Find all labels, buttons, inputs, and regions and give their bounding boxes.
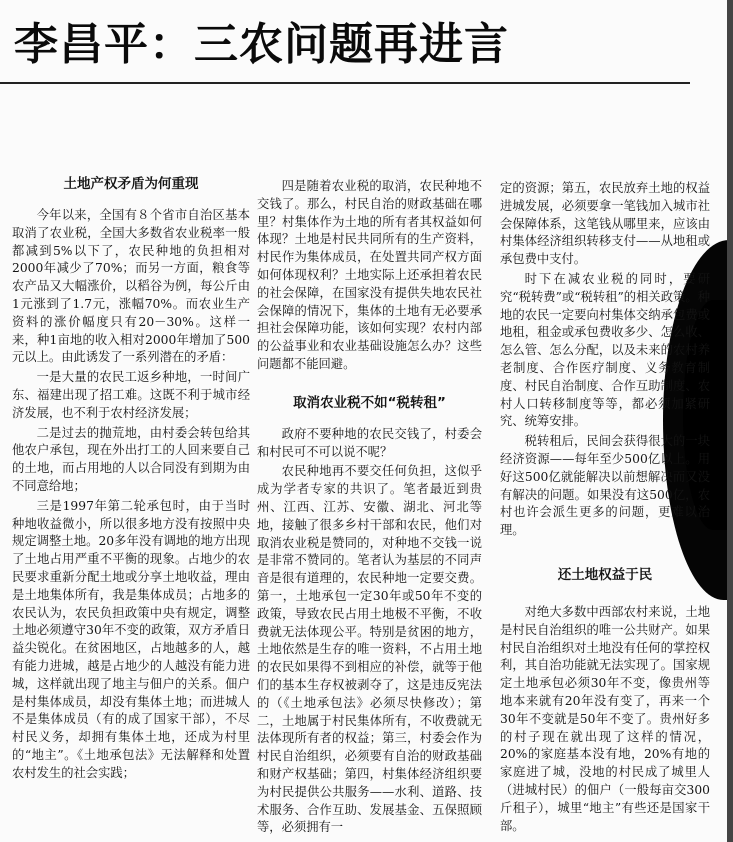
page-edge-shadow: [727, 0, 733, 842]
paragraph: 农民种地再不要交任何负担，这似乎成为学者专家的共识了。笔者最近到贵州、江西、江苏、安徽、湖北、河北等地，接触了很多乡村干部和农民，他们对取消农业税是赞同的，对种地不交钱一说是非常不赞同的。笔者认为基层的不同声音是很有道理的，农民种地一定要交费。第一，土地承包一定30年或50年不变的政策，导致农民占用土地极不平衡，不收费就无法体现公平。特别是贫困的地方，土地依然是生存的唯一资料，不占用土地的农民如果得不到相应的补偿，就等于他们的基本生存权被剥夺了，这是违反宪法的（《土地承包法》必须尽快修改）；第二，土地属于村民集体所有，不收费就无法体现所有者的权益；第三，村委会作为村民自治组织，必须要有自治的财政基础和财产权基础；第四，村集体经济组织要为村民提供公共服务——水利、道路、技术服务、合作互助、发展基金、五保照顾等，必须拥有一: [257, 464, 482, 835]
section-heading-tax-to-rent: 取消农业税不如“税转租”: [293, 394, 446, 411]
paragraph: 四是随着农业税的取消，农民种地不交钱了。那么，村民自治的财政基础在哪里？村集体作为土地的所有者其权益如何体现？土地是村民共同所有的生产资料，村民作为集体成员，在处置共同产权方面如何体现权利？土地实际上还承担着农民的社会保障，在国家没有提供失地农民社会保障的情况下，集体的土地有无必要承担社会保障功能，该如何实现？农村内部的公益事业和农业基础设施怎么办？这些问题都不能回避。: [257, 179, 482, 371]
column-2: [257, 178, 482, 839]
section-heading-land-property: 土地产权矛盾为何重现: [63, 176, 199, 192]
column-3: [500, 180, 710, 837]
paragraph: 税转租后，民间会获得很大的一块经济资源——每年至少500亿以上。用好这500亿就能解决以前想解决而又没有解决的问题。如果没有这500亿，农村也许会派生更多的问题，更难以治理。: [500, 434, 710, 538]
paragraph: 三是1997年第二轮承包时，由于当时种地收益微小，所以很多地方没有按照中央规定调整土地。20多年没有调地的地方出现了土地占用严重不平衡的现象。占地少的农民要求重新分配土地或分享土地收益，理由是土地集体所有，我是集体成员；占地多的农民认为，农民负担政策中央有规定，调整土地必须遵守30年不变的政策，双方矛盾日益尖锐化。在贫困地区，占地越多的人，越有能力进城，越是占地少的人越没有能力进城，这样就出现了地主与佃户的关系。佃户是村集体成员，却没有集体土地；而进城人不是集体成员（有的成了国家干部），不尽村民义务，却拥有集体土地，还成为村里的“地主”。《土地承包法》无法解释和处置农村发生的社会实践；: [12, 498, 250, 780]
title-rule: [0, 82, 690, 84]
article-title: 李昌平：三农问题再进言: [14, 19, 509, 70]
paragraph: 今年以来，全国有８个省市自治区基本取消了农业税，全国大多数省农业税率一般都减到5%以下了，农民种地的负担相对2000年减少了70%；而另一方面，粮食等农产品又大幅涨价，以稻谷为例，每公斤由1元涨到了1.7元，涨幅70%。而农业生产资料的涨价幅度只有20－30%。这样一来，种1亩地的收入相对2000年增加了500元以上。由此诱发了一系列潜在的矛盾：: [12, 208, 250, 365]
paragraph: 二是过去的抛荒地，由村委会转包给其他农户承包，现在外出打工的人回来要自己的土地，而占用地的人以合同没有到期为由不同意给地；: [12, 425, 250, 493]
paragraph: 定的资源；第五，农民放弃土地的权益进城发展，必须要拿一笔钱加入城市社会保障体系，这笔钱从哪里来，应该由村集体经济组织转移支付——从地租或承包费中支付。: [500, 181, 710, 267]
paragraph: 政府不要种地的农民交钱了，村委会和村民可不可以说不呢？: [257, 426, 482, 459]
paragraph: 对绝大多数中西部农村来说，土地是村民自治组织的唯一公共财产。如果村民自治组织对土地没有任何的掌控权利，其自治功能就无法实现了。国家规定土地承包必须30年不变，像贵州等地本来就有20年没有变了，再来一个30年不变就是50年不变了。贵州好多的村子现在就出现了这样的情况，20%的家庭基本没有地，20%有地的家庭进了城，没地的村民成了城里人（进城村民）的佃户（一般每亩交300斤租子），城里“地主”有些还是国家干部。: [500, 604, 710, 833]
section-heading-return-land: 还土地权益于民: [557, 566, 653, 583]
paragraph: 时下在减农业税的同时，要研究“税转费”或“税转租”的相关政策。种地的农民一定要向村集体交纳承包费或地租，租金或承包费收多少、怎么收、怎么管、怎么分配，以及未来的农村养老制度、合作医疗制度、义务教育制度、村民自治制度、合作互助制度、农村人口转移制度等等，都必须加紧研究、统筹安排。: [500, 271, 710, 429]
column-1: [12, 175, 250, 785]
paragraph: 一是大量的农民工返乡种地，一时间广东、福建出现了招工难。这既不利于城市经济发展，也不利于农村经济发展；: [12, 370, 250, 420]
